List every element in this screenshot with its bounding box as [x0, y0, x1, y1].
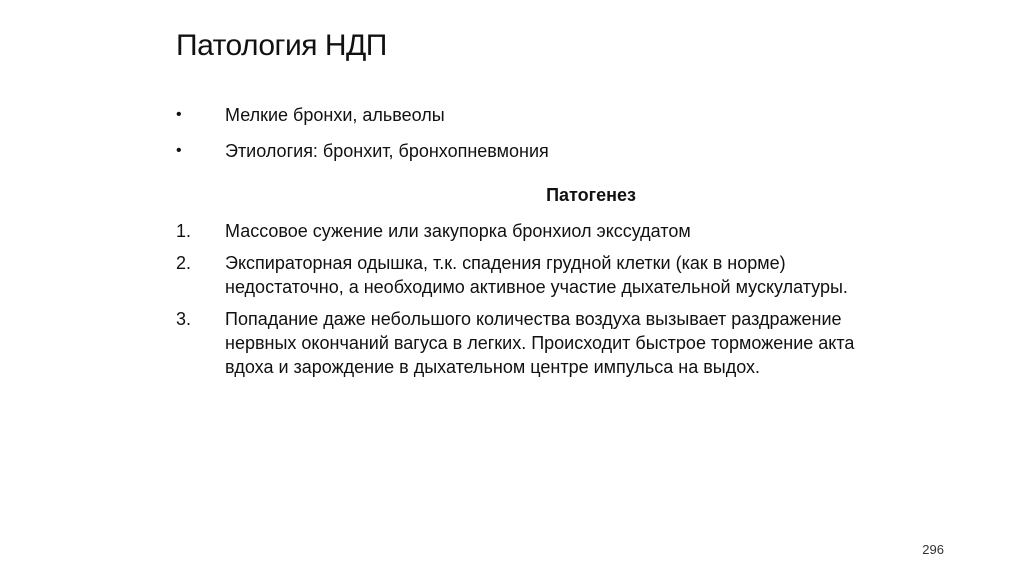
numbered-text: Экспираторная одышка, т.к. спадения грудной клетки (как в норме) недостаточно, а необходимо активное участие дыхательной мускулатуры.	[225, 253, 848, 297]
slide-title: Патология НДП	[176, 29, 387, 62]
bullet-item	[176, 139, 866, 163]
numbered-text: Массовое сужение или закупорка бронхиол экссудатом	[225, 221, 691, 241]
bullet-item	[176, 103, 866, 127]
numbered-item	[176, 307, 866, 379]
number-marker: 2.	[176, 253, 192, 273]
slide-body	[176, 103, 866, 387]
numbered-list	[176, 219, 866, 379]
bullet-list	[176, 103, 866, 163]
number-marker: 3.	[176, 309, 192, 329]
numbered-item	[176, 251, 866, 299]
section-heading: Патогенез	[546, 185, 636, 205]
bullet-marker: •	[176, 142, 182, 159]
bullet-text: Мелкие бронхи, альвеолы	[225, 105, 445, 125]
page-number: 296	[922, 542, 944, 557]
numbered-item	[176, 219, 866, 243]
number-marker: 1.	[176, 221, 192, 241]
bullet-marker: •	[176, 106, 182, 123]
bullet-text: Этиология: бронхит, бронхопневмония	[225, 141, 549, 161]
numbered-text: Попадание даже небольшого количества воздуха вызывает раздражение нервных окончаний вагуса в легких. Происходит быстрое торможение акта вдоха и зарождение в дыхательном центре импульса на выдох.	[225, 309, 855, 377]
